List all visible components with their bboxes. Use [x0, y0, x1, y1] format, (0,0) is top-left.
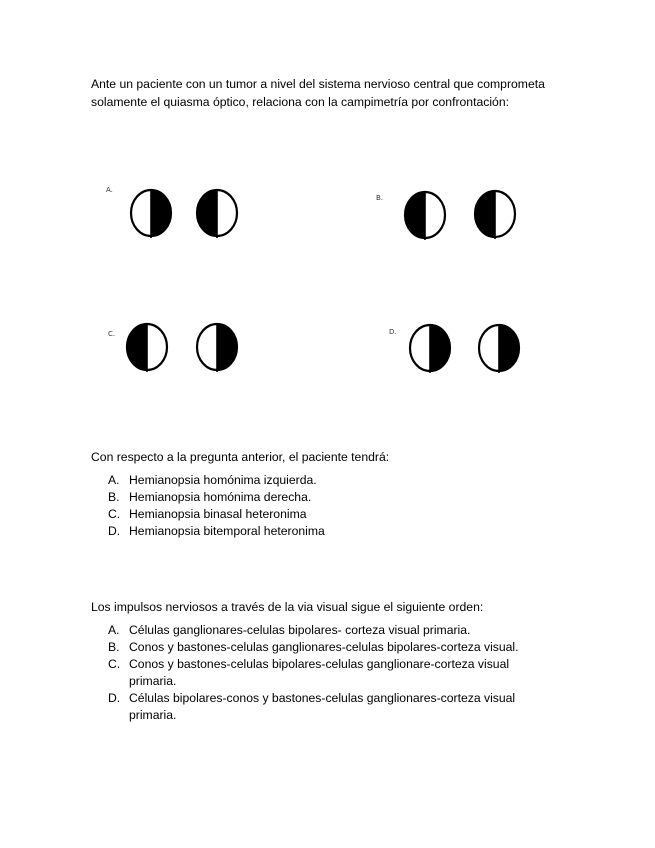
question-2-option-b	[108, 489, 558, 506]
figure-a-right-eye-icon	[194, 187, 240, 239]
option-letter: A.	[108, 473, 120, 487]
question-2-options	[108, 472, 558, 540]
question-3-text: Los impulsos nerviosos a través de la via visual sigue el siguiente orden:	[91, 600, 484, 614]
question-3-options	[108, 622, 558, 724]
option-letter: D.	[108, 691, 121, 705]
figure-a-left-eye-icon	[128, 187, 174, 239]
option-letter: C.	[108, 657, 121, 671]
question-3-option-a	[108, 622, 558, 639]
option-text: Conos y bastones-celulas bipolares-celulas ganglionare-corteza visual primaria.	[129, 657, 510, 688]
figure-c-right-eye-icon	[194, 321, 240, 373]
eye-dark-half-right	[151, 190, 171, 236]
figure-b-right-eye-icon	[472, 188, 518, 240]
option-text: Hemianopsia binasal heteronima	[129, 507, 307, 521]
question-1-text: Ante un paciente con un tumor a nivel del sistema nervioso central que comprometa solamente el quiasma óptico, relaciona con la campimetría por confrontación:	[91, 77, 545, 109]
question-2-option-a	[108, 472, 558, 489]
question-3-option-c	[108, 656, 558, 690]
eye-dark-half-right	[217, 324, 237, 370]
eye-dark-half-left	[127, 324, 147, 370]
option-letter: B.	[108, 490, 120, 504]
option-letter: C.	[108, 507, 121, 521]
question-3-option-b	[108, 639, 558, 656]
figure-d-right-eye-icon	[476, 322, 522, 374]
eye-dark-half-left	[475, 191, 495, 237]
option-text: Hemianopsia bitemporal heteronima	[129, 524, 325, 538]
option-text: Hemianopsia homónima izquierda.	[129, 473, 317, 487]
question-3-option-d	[108, 690, 558, 724]
eye-dark-half-left	[197, 190, 217, 236]
eye-dark-half-right	[499, 325, 519, 371]
question-2-text: Con respecto a la pregunta anterior, el paciente tendrá:	[91, 450, 390, 464]
option-text: Células bipolares-conos y bastones-celulas ganglionares-corteza visual primaria.	[129, 691, 516, 722]
figure-c-left-eye-icon	[124, 321, 170, 373]
option-letter: D.	[108, 524, 121, 538]
question-2-option-c	[108, 506, 558, 523]
option-letter: B.	[108, 640, 120, 654]
option-letter: A.	[108, 623, 120, 637]
eye-dark-half-left	[405, 192, 425, 238]
eye-dark-half-right	[430, 325, 450, 371]
option-text: Células ganglionares-celulas bipolares- corteza visual primaria.	[129, 623, 471, 637]
figure-a-label: A.	[106, 186, 113, 194]
figure-b-label: B.	[376, 194, 384, 202]
figure-b-left-eye-icon	[402, 189, 448, 241]
question-2-option-d	[108, 523, 558, 540]
option-text: Conos y bastones-celulas ganglionares-celulas bipolares-corteza visual.	[129, 640, 519, 654]
figure-d-label: D.	[389, 328, 397, 336]
figure-c-label: C.	[108, 330, 116, 338]
option-text: Hemianopsia homónima derecha.	[129, 490, 312, 504]
figure-d-left-eye-icon	[407, 322, 453, 374]
